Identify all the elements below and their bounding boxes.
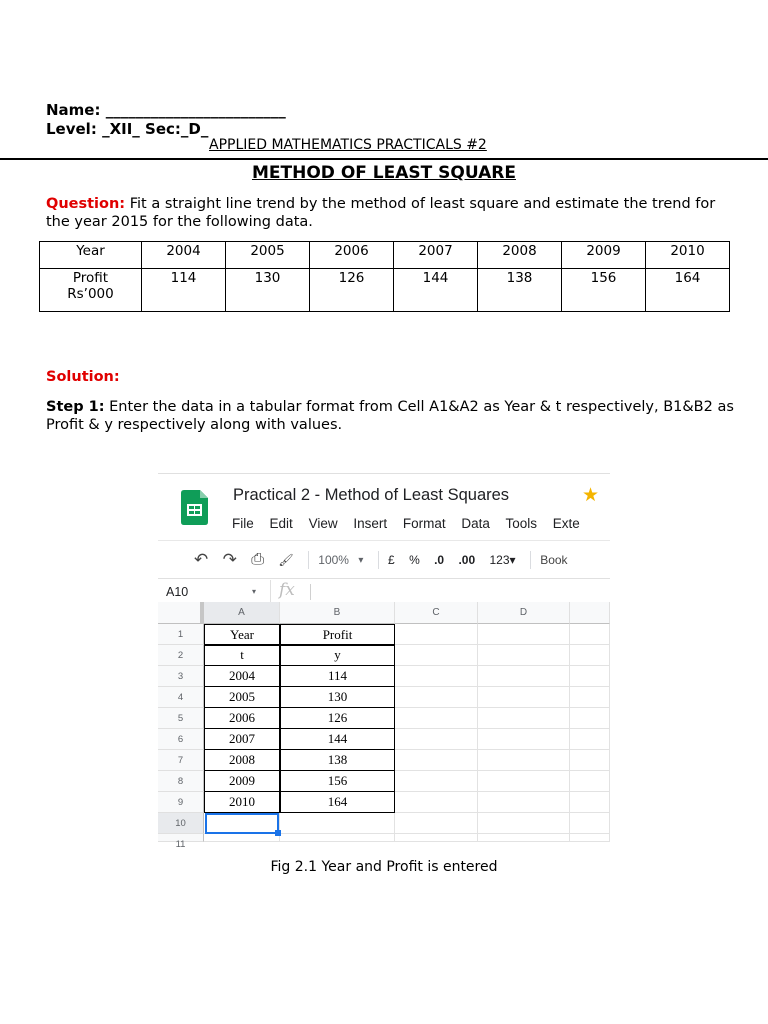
profit-cell: 126 xyxy=(310,269,394,312)
question-paragraph xyxy=(46,195,736,231)
menu-format[interactable]: Format xyxy=(402,516,446,531)
sheet-cell[interactable]: Profit xyxy=(280,624,395,646)
sheet-cell[interactable] xyxy=(570,750,610,771)
row-header[interactable]: 10 xyxy=(158,813,204,834)
sheet-cell[interactable] xyxy=(570,687,610,708)
row-header[interactable]: 9 xyxy=(158,792,204,813)
increase-decimal-button[interactable]: .00 xyxy=(458,553,476,567)
menu-extensions[interactable]: Exte xyxy=(552,516,580,531)
sheet-cell[interactable]: 114 xyxy=(280,665,395,687)
fx-icon: fx xyxy=(279,580,295,600)
zoom-arrow-icon[interactable]: ▾ xyxy=(358,554,364,566)
select-all-corner[interactable] xyxy=(158,602,204,624)
sheet-cell[interactable]: 2006 xyxy=(204,707,280,729)
profit-row xyxy=(40,269,730,312)
sheet-cell[interactable] xyxy=(395,666,478,687)
sheet-cell[interactable] xyxy=(395,729,478,750)
menu-insert[interactable]: Insert xyxy=(353,516,388,531)
sheet-cell[interactable] xyxy=(395,813,478,834)
menu-tools[interactable]: Tools xyxy=(505,516,537,531)
header-rule xyxy=(0,158,768,160)
level-line xyxy=(46,120,208,138)
sheet-cell[interactable] xyxy=(570,771,610,792)
name-line xyxy=(46,101,286,119)
sheet-cell[interactable]: y xyxy=(280,644,395,666)
row-header[interactable]: 2 xyxy=(158,645,204,666)
method-title: METHOD OF LEAST SQUARE xyxy=(251,163,516,183)
sheet-cell[interactable] xyxy=(570,708,610,729)
menu-bar xyxy=(232,516,592,531)
sheet-cell[interactable]: 2004 xyxy=(204,665,280,687)
year-cell: 2005 xyxy=(226,242,310,269)
sheet-cell[interactable] xyxy=(478,729,570,750)
sheet-cell[interactable] xyxy=(570,834,610,842)
sheet-cell[interactable] xyxy=(478,645,570,666)
toolbar-separator xyxy=(378,551,379,569)
profit-cell: 156 xyxy=(562,269,646,312)
step1-paragraph xyxy=(46,398,736,434)
sheet-cell[interactable]: 138 xyxy=(280,749,395,771)
name-box[interactable]: A10 xyxy=(166,585,189,599)
level-label: Level: xyxy=(46,120,97,138)
data-table xyxy=(39,241,730,312)
profit-cell: 114 xyxy=(142,269,226,312)
row-header[interactable]: 11 xyxy=(158,834,204,842)
sheet-cell[interactable]: Year xyxy=(204,624,280,646)
name-box-separator xyxy=(270,580,271,602)
row-header[interactable]: 5 xyxy=(158,708,204,729)
sheet-cell[interactable] xyxy=(395,624,478,645)
currency-button[interactable]: £ xyxy=(388,553,395,567)
sheet-cell[interactable] xyxy=(478,624,570,645)
sheet-cell[interactable]: 2008 xyxy=(204,749,280,771)
zoom-select[interactable]: 100% xyxy=(318,553,349,567)
level-value: _XII_ xyxy=(102,120,140,138)
print-icon[interactable]: ⎙ xyxy=(251,551,264,568)
sheet-cell[interactable] xyxy=(570,666,610,687)
formula-input[interactable] xyxy=(310,584,311,600)
profit-label: Profit xyxy=(72,270,109,286)
menu-edit[interactable]: Edit xyxy=(269,516,293,531)
row-header[interactable]: 3 xyxy=(158,666,204,687)
spreadsheet-screenshot xyxy=(158,473,610,852)
sheet-cell[interactable] xyxy=(478,687,570,708)
font-select[interactable]: Book xyxy=(540,553,568,567)
figure-caption: Fig 2.1 Year and Profit is entered xyxy=(270,859,498,875)
profit-cell: 144 xyxy=(394,269,478,312)
toolbar-separator xyxy=(530,551,531,569)
solution-label: Solution: xyxy=(46,369,120,385)
year-cell: 2004 xyxy=(142,242,226,269)
year-cell: 2007 xyxy=(394,242,478,269)
row-header[interactable]: 7 xyxy=(158,750,204,771)
sheet-cell[interactable] xyxy=(478,666,570,687)
column-header-c[interactable]: C xyxy=(395,602,478,624)
sheet-cell[interactable] xyxy=(204,834,280,842)
practical-title: APPLIED MATHEMATICS PRACTICALS #2 xyxy=(209,137,487,153)
menu-file[interactable]: File xyxy=(232,516,254,531)
sheet-cell[interactable] xyxy=(395,708,478,729)
row-header[interactable]: 1 xyxy=(158,624,204,645)
profit-cell: 130 xyxy=(226,269,310,312)
sheet-cell[interactable]: 2007 xyxy=(204,728,280,750)
toolbar-separator xyxy=(308,551,309,569)
decrease-decimal-button[interactable]: .0 xyxy=(434,553,445,567)
profit-cell: 164 xyxy=(646,269,730,312)
sheet-cell[interactable] xyxy=(395,771,478,792)
sheet-cell[interactable] xyxy=(570,813,610,834)
year-header-cell: Year xyxy=(40,242,142,269)
sec-label: Sec: xyxy=(145,120,181,138)
row-header[interactable]: 4 xyxy=(158,687,204,708)
menu-view[interactable]: View xyxy=(308,516,338,531)
question-label: Question: xyxy=(46,196,126,212)
fill-handle[interactable] xyxy=(275,830,281,836)
sheet-cell[interactable] xyxy=(280,813,395,834)
sheet-cell[interactable]: 2005 xyxy=(204,686,280,708)
active-cell-a10[interactable] xyxy=(205,813,279,834)
row-header[interactable]: 6 xyxy=(158,729,204,750)
sheet-cell[interactable]: 144 xyxy=(280,728,395,750)
step1-label: Step 1: xyxy=(46,399,105,415)
sec-value: _D_ xyxy=(180,120,209,138)
paint-format-icon[interactable]: 🖌 xyxy=(278,553,294,567)
sheet-cell[interactable]: t xyxy=(204,644,280,666)
column-header-b[interactable]: B xyxy=(280,602,395,624)
sheets-logo-icon[interactable] xyxy=(181,490,208,525)
sheet-cell[interactable] xyxy=(478,792,570,813)
sheet-cell[interactable]: 156 xyxy=(280,770,395,792)
question-text: Fit a straight line trend by the method of least square and estimate the trend for the year 2015 for the following data. xyxy=(46,196,716,230)
toolbar xyxy=(194,550,579,570)
star-icon[interactable]: ★ xyxy=(582,484,600,506)
row-header[interactable]: 8 xyxy=(158,771,204,792)
column-header-e[interactable] xyxy=(570,602,610,624)
percent-button[interactable]: % xyxy=(409,553,420,567)
step1-text: Enter the data in a tabular format from Cell A1&A2 as Year & t respectively, B1&B2 as Profit & y respectively along with values. xyxy=(46,399,734,433)
formula-bar-divider xyxy=(158,578,610,579)
year-row xyxy=(40,242,730,269)
profit-cell: 138 xyxy=(478,269,562,312)
sheet-cell[interactable]: 2010 xyxy=(204,791,280,813)
sheet-cell[interactable] xyxy=(478,708,570,729)
sheet-cell[interactable] xyxy=(570,645,610,666)
year-cell: 2006 xyxy=(310,242,394,269)
column-header-a[interactable]: A xyxy=(204,602,280,624)
sheet-cell[interactable]: 130 xyxy=(280,686,395,708)
sheet-cell[interactable] xyxy=(395,834,478,842)
number-format-button[interactable]: 123▾ xyxy=(489,553,516,567)
undo-icon[interactable]: ↶ xyxy=(194,550,209,569)
year-cell: 2008 xyxy=(478,242,562,269)
profit-header-cell xyxy=(40,269,142,312)
sheet-cell[interactable] xyxy=(570,729,610,750)
redo-icon[interactable]: ↷ xyxy=(222,550,237,569)
name-box-arrow-icon[interactable]: ▾ xyxy=(252,587,257,596)
sheet-cell[interactable] xyxy=(478,771,570,792)
name-label: Name: xyxy=(46,101,101,119)
column-header-d[interactable]: D xyxy=(478,602,570,624)
toolbar-divider xyxy=(158,540,610,541)
profit-unit: Rs’000 xyxy=(67,286,114,302)
sheet-cell[interactable] xyxy=(570,624,610,645)
name-blank: ________________________ xyxy=(105,101,286,119)
sheet-cell[interactable]: 2009 xyxy=(204,770,280,792)
sheet-cell[interactable]: 164 xyxy=(280,791,395,813)
sheet-cell[interactable] xyxy=(395,687,478,708)
sheet-cell[interactable] xyxy=(570,792,610,813)
sheet-cell[interactable] xyxy=(395,792,478,813)
year-cell: 2009 xyxy=(562,242,646,269)
sheet-cell[interactable]: 126 xyxy=(280,707,395,729)
sheet-cell[interactable] xyxy=(395,645,478,666)
sheet-cell[interactable] xyxy=(395,750,478,771)
year-cell: 2010 xyxy=(646,242,730,269)
sheet-cell[interactable] xyxy=(478,750,570,771)
sheet-cell[interactable] xyxy=(280,834,395,842)
sheet-cell[interactable] xyxy=(478,834,570,842)
menu-data[interactable]: Data xyxy=(461,516,490,531)
sheet-cell[interactable] xyxy=(478,813,570,834)
document-title[interactable]: Practical 2 - Method of Least Squares xyxy=(233,486,510,504)
